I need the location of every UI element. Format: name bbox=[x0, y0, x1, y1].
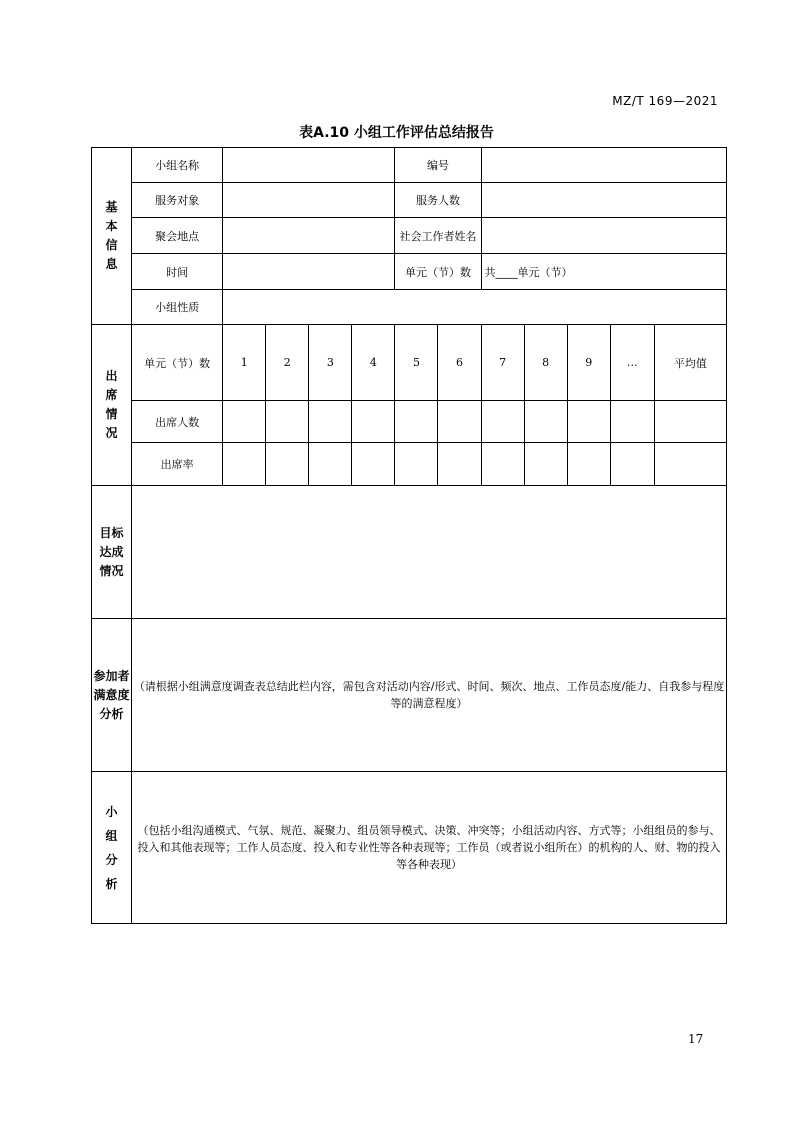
attendees-cell[interactable] bbox=[438, 401, 481, 443]
attendance-units-label: 单元（节）数 bbox=[132, 325, 223, 401]
unit-column-header: 4 bbox=[352, 325, 395, 401]
group-name-label: 小组名称 bbox=[132, 148, 223, 183]
section-group-analysis-label bbox=[106, 800, 118, 896]
attendees-cell[interactable] bbox=[610, 401, 654, 443]
section-goals bbox=[92, 486, 132, 619]
group-name-field[interactable] bbox=[223, 148, 395, 183]
attendees-cell[interactable] bbox=[309, 401, 352, 443]
attendees-cell[interactable] bbox=[395, 401, 438, 443]
time-label: 时间 bbox=[132, 254, 223, 290]
attendance-rate-label: 出席率 bbox=[132, 443, 223, 486]
section-group-analysis-char: 分 bbox=[105, 852, 118, 867]
average-header: 平均值 bbox=[654, 325, 726, 401]
evaluation-form-table bbox=[91, 147, 727, 924]
attendees-cell[interactable] bbox=[481, 401, 524, 443]
section-basic-info-label: 基本信息 bbox=[105, 200, 118, 271]
attendees-cell[interactable] bbox=[223, 401, 266, 443]
attendance-rate-cell[interactable] bbox=[352, 443, 395, 486]
unit-column-header: 7 bbox=[481, 325, 524, 401]
group-nature-label: 小组性质 bbox=[132, 290, 223, 325]
attendance-rate-cell[interactable] bbox=[524, 443, 567, 486]
service-count-label: 服务人数 bbox=[395, 183, 481, 218]
time-field[interactable] bbox=[223, 254, 395, 290]
unit-column-header: 1 bbox=[223, 325, 266, 401]
attendance-rate-cell[interactable] bbox=[309, 443, 352, 486]
attendees-cell[interactable] bbox=[352, 401, 395, 443]
section-basic-info bbox=[92, 148, 132, 325]
units-count-value[interactable]: 共____单元（节） bbox=[481, 254, 726, 290]
section-satisfaction-label: 参加者满意度分析 bbox=[93, 668, 130, 721]
attendees-label: 出席人数 bbox=[132, 401, 223, 443]
group-nature-field[interactable] bbox=[223, 290, 727, 325]
unit-column-header: … bbox=[610, 325, 654, 401]
section-satisfaction bbox=[92, 619, 132, 772]
number-label: 编号 bbox=[395, 148, 481, 183]
unit-column-header: 3 bbox=[309, 325, 352, 401]
table-title: 表A.10 小组工作评估总结报告 bbox=[299, 125, 494, 141]
units-count-label: 单元（节）数 bbox=[395, 254, 481, 290]
section-group-analysis bbox=[92, 772, 132, 924]
attendees-cell[interactable] bbox=[266, 401, 309, 443]
unit-column-header: 8 bbox=[524, 325, 567, 401]
service-count-field[interactable] bbox=[481, 183, 726, 218]
section-group-analysis-char: 析 bbox=[105, 876, 118, 891]
attendance-rate-cell[interactable] bbox=[567, 443, 610, 486]
section-goals-label: 目标达成情况 bbox=[99, 525, 124, 578]
page-number: 17 bbox=[688, 1032, 704, 1046]
service-target-label: 服务对象 bbox=[132, 183, 223, 218]
group-analysis-content-field[interactable] bbox=[132, 772, 727, 924]
attendance-rate-cell[interactable] bbox=[610, 443, 654, 486]
satisfaction-content-field[interactable] bbox=[132, 619, 727, 772]
section-attendance-label: 出席情况 bbox=[105, 369, 118, 440]
group-analysis-note: （包括小组沟通模式、气氛、规范、凝聚力、组员领导模式、决策、冲突等；小组活动内容、方式等；小组组员的参与、投入和其他表现等；工作人员态度、投入和专业性等各种表现等；工作员（或者说小组所在）的机构的人、财、物的投入等各种表现） bbox=[137, 824, 721, 871]
attendees-cell[interactable] bbox=[524, 401, 567, 443]
satisfaction-note: （请根据小组满意度调查表总结此栏内容，需包含对活动内容/形式、时间、频次、地点、工作员态度/能力、自我参与程度等的满意程度） bbox=[133, 680, 725, 710]
section-attendance bbox=[92, 325, 132, 486]
unit-column-header: 5 bbox=[395, 325, 438, 401]
section-group-analysis-char: 小 bbox=[105, 804, 118, 819]
social-worker-label: 社会工作者姓名 bbox=[395, 218, 481, 254]
attendance-rate-cell[interactable] bbox=[395, 443, 438, 486]
attendees-average-cell[interactable] bbox=[654, 401, 726, 443]
attendance-rate-cell[interactable] bbox=[223, 443, 266, 486]
attendance-rate-cell[interactable] bbox=[438, 443, 481, 486]
unit-column-header: 6 bbox=[438, 325, 481, 401]
unit-column-header: 9 bbox=[567, 325, 610, 401]
section-group-analysis-char: 组 bbox=[105, 828, 118, 843]
service-target-field[interactable] bbox=[223, 183, 395, 218]
venue-field[interactable] bbox=[223, 218, 395, 254]
goals-content-field[interactable] bbox=[132, 486, 727, 619]
number-field[interactable] bbox=[481, 148, 726, 183]
standard-code: MZ/T 169—2021 bbox=[612, 94, 718, 108]
attendance-rate-cell[interactable] bbox=[266, 443, 309, 486]
attendance-rate-cell[interactable] bbox=[481, 443, 524, 486]
unit-column-header: 2 bbox=[266, 325, 309, 401]
venue-label: 聚会地点 bbox=[132, 218, 223, 254]
attendance-rate-average-cell[interactable] bbox=[654, 443, 726, 486]
attendees-cell[interactable] bbox=[567, 401, 610, 443]
social-worker-field[interactable] bbox=[481, 218, 726, 254]
